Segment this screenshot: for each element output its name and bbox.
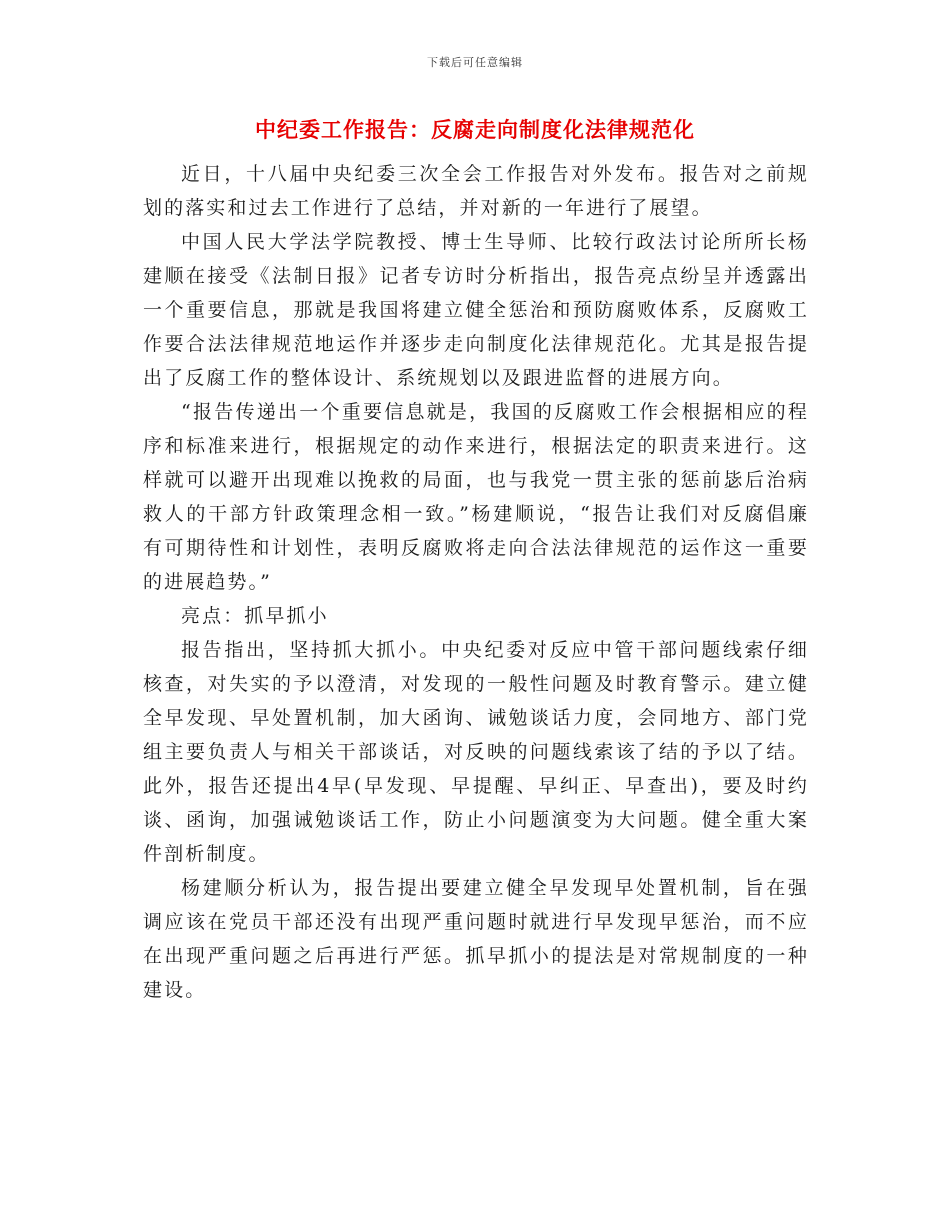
paragraph: 报告指出，坚持抓大抓小。中央纪委对反应中管干部问题线索仔细核查，对失实的予以澄清，对发现的一般性问题及时教育警示。建立健全早发现、早处置机制，加大函询、诫勉谈话力度，会同地方、部门党组主要负责人与相关干部谈话，对反映的问题线索该了结的予以了结。此外，报告还提出4早(早发现、早提醒、早纠正、早查出)，要及时约谈、函询，加强诫勉谈话工作，防止小问题演变为大问题。健全重大案件剖析制度。 xyxy=(143,639,809,865)
paragraph: “报告传递出一个重要信息就是，我国的反腐败工作会根据相应的程序和标准来进行，根据规定的动作来进行，根据法定的职责来进行。这样就可以避开出现难以挽救的局面，也与我党一贯主张的惩前毖后治病救人的干部方针政策理念相一致。”杨建顺说，“报告让我们对反腐倡廉有可期待性和计划性，表明反腐败将走向合法法律规范的运作这一重要的进展趋势。” xyxy=(143,401,809,593)
paragraph: 近日，十八届中央纪委三次全会工作报告对外发布。报告对之前规划的落实和过去工作进行了总结，并对新的一年进行了展望。 xyxy=(143,163,809,219)
document-title: 中纪委工作报告：反腐走向制度化法律规范化 xyxy=(255,118,695,142)
header-note: 下载后可任意编辑 xyxy=(427,56,523,69)
section-heading: 亮点：抓早抓小 xyxy=(181,605,329,627)
document-body xyxy=(143,157,809,1007)
paragraph: 杨建顺分析认为，报告提出要建立健全早发现早处置机制，旨在强调应该在党员干部还没有出现严重问题时就进行早发现早惩治，而不应在出现严重问题之后再进行严惩。抓早抓小的提法是对常规制度的一种建设。 xyxy=(143,877,809,1001)
paragraph: 中国人民大学法学院教授、博士生导师、比较行政法讨论所所长杨建顺在接受《法制日报》记者专访时分析指出，报告亮点纷呈并透露出一个重要信息，那就是我国将建立健全惩治和预防腐败体系，反腐败工作要合法法律规范地运作并逐步走向制度化法律规范化。尤其是报告提出了反腐工作的整体设计、系统规划以及跟进监督的进展方向。 xyxy=(143,231,809,389)
